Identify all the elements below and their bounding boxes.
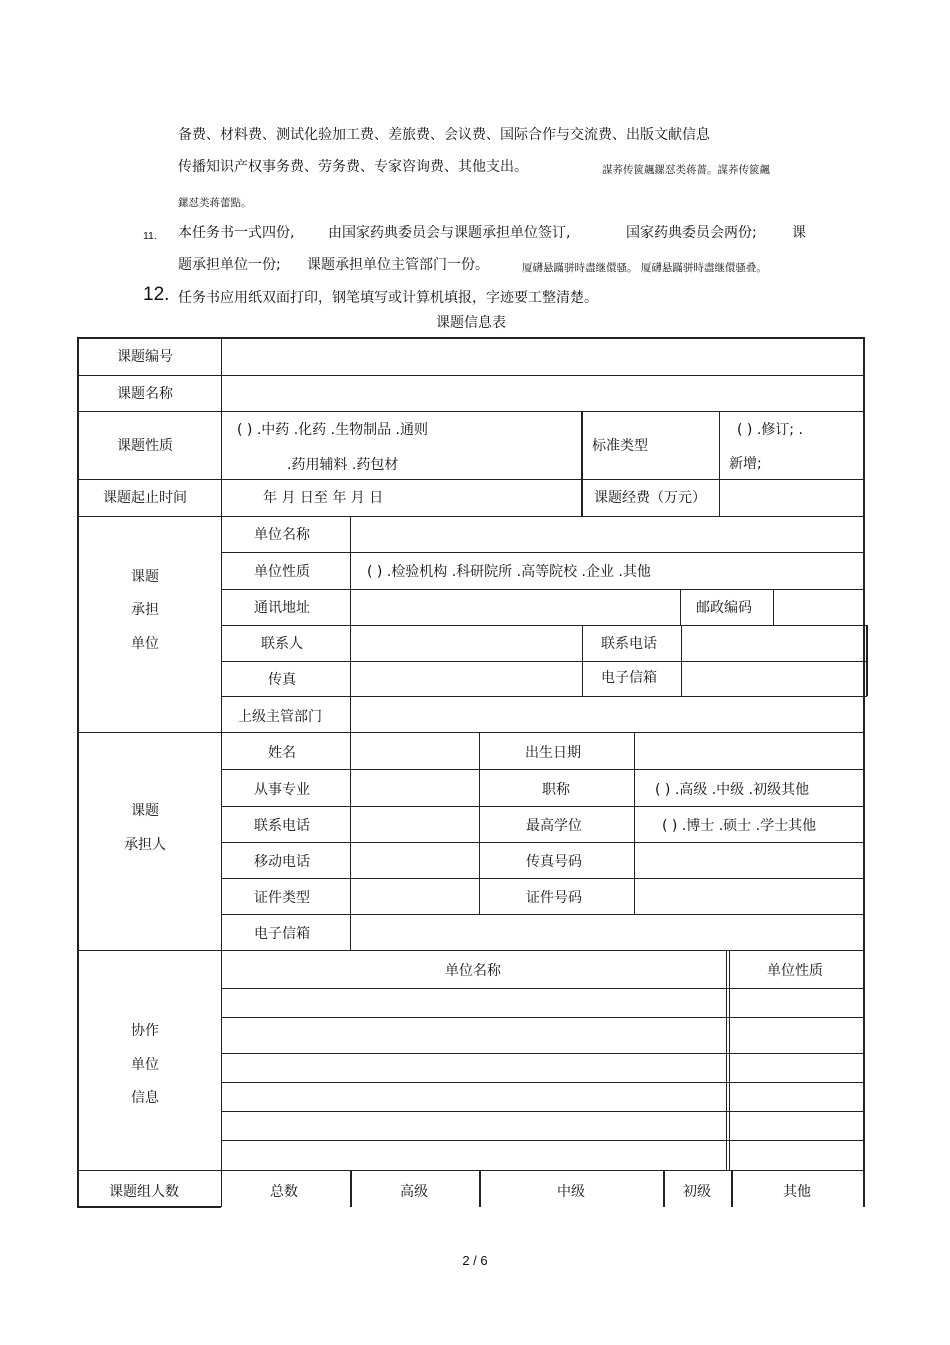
intro-noise-2: 鏍怼类蒋蕾點。 xyxy=(178,197,252,209)
intro-noise-1: 謀荞传篋飆鏍怼类蒋薔。謀荞传篋飆 xyxy=(602,164,770,176)
label-person-phone: 联系电话 xyxy=(254,818,310,834)
label-birth: 出生日期 xyxy=(525,745,581,761)
unit-group-1: 课题 xyxy=(131,569,159,585)
coop-col-nature: 单位性质 xyxy=(767,963,823,979)
item-11-part-b: 由国家药典委员会与课题承担单位签订, xyxy=(328,225,571,241)
label-supervisor: 上级主管部门 xyxy=(238,709,322,725)
label-standard-type: 标准类型 xyxy=(592,438,648,454)
label-title: 职称 xyxy=(542,782,570,798)
person-group-1: 课题 xyxy=(131,803,159,819)
label-period: 课题起止时间 xyxy=(103,490,187,506)
period-value: 年 月 日至 年 月 日 xyxy=(263,490,384,506)
intro-line-1: 备费、材料费、测试化验加工费、差旅费、会议费、国际合作与交流费、出版文献信息 xyxy=(178,127,710,143)
label-person-email: 电子信箱 xyxy=(254,926,310,942)
label-degree: 最高学位 xyxy=(526,818,582,834)
nature-options-1: ( ) .中药 .化药 .生物制品 .通则 xyxy=(237,422,428,438)
person-group-2: 承担人 xyxy=(124,837,166,853)
label-address: 通讯地址 xyxy=(254,600,310,616)
intro-line-2: 传播知识产权事务费、劳务费、专家咨询费、其他支出。 xyxy=(178,159,528,175)
label-nature: 课题性质 xyxy=(117,438,173,454)
label-unit-fax: 传真 xyxy=(268,672,296,688)
label-postcode: 邮政编码 xyxy=(696,600,752,616)
label-unit-phone: 联系电话 xyxy=(601,636,657,652)
coop-group-3: 信息 xyxy=(131,1090,159,1106)
item-11-noise: 厦礴悬蹣骈時盡继儇骚。 厦礴悬蹣骈時盡继儇骚叠。 xyxy=(522,262,767,274)
coop-group-2: 单位 xyxy=(131,1057,159,1073)
team-junior: 初级 xyxy=(683,1184,711,1200)
label-name: 课题名称 xyxy=(117,386,173,402)
coop-col-name: 单位名称 xyxy=(445,963,501,979)
label-person-name: 姓名 xyxy=(268,745,296,761)
team-senior: 高级 xyxy=(400,1184,428,1200)
label-major: 从事专业 xyxy=(254,782,310,798)
standard-options-2: 新增; xyxy=(729,456,762,472)
label-unit-nature: 单位性质 xyxy=(254,564,310,580)
item-11-line-2b: 课题承担单位主管部门一份。 xyxy=(307,257,489,273)
team-middle: 中级 xyxy=(557,1184,585,1200)
item-11-line-2: 题承担单位一份; xyxy=(178,257,281,273)
unit-nature-options: ( ) .检验机构 .科研院所 .高等院校 .企业 .其他 xyxy=(367,564,651,580)
item-11-part-d: 课 xyxy=(792,225,806,241)
team-other: 其他 xyxy=(783,1184,811,1200)
page-number: 2 / 6 xyxy=(462,1253,488,1268)
label-mobile: 移动电话 xyxy=(254,854,310,870)
unit-group-3: 单位 xyxy=(131,636,159,652)
item-12-number: 12. xyxy=(143,284,170,305)
label-person-fax: 传真号码 xyxy=(526,854,582,870)
label-funding: 课题经费（万元） xyxy=(594,490,706,506)
label-number: 课题编号 xyxy=(117,349,173,365)
label-unit-email: 电子信箱 xyxy=(601,670,657,686)
team-total: 总数 xyxy=(270,1184,298,1200)
unit-group-2: 承担 xyxy=(131,602,159,618)
item-11-part-a: 本任务书一式四份, xyxy=(178,225,295,241)
label-contact: 联系人 xyxy=(261,636,303,652)
item-11-number: 11. xyxy=(143,230,157,242)
item-11-part-c: 国家药典委员会两份; xyxy=(626,225,757,241)
item-12-text: 任务书应用纸双面打印，钢笔填写或计算机填报，字迹要工整清楚。 xyxy=(178,290,598,306)
degree-options: ( ) .博士 .硕士 .学士其他 xyxy=(662,818,817,834)
label-unit-name: 单位名称 xyxy=(254,527,310,543)
coop-group-1: 协作 xyxy=(131,1023,159,1039)
title-options: ( ) .高级 .中级 .初级其他 xyxy=(655,782,810,798)
standard-options-1: ( ) .修订; . xyxy=(737,422,803,438)
label-id-number: 证件号码 xyxy=(526,890,582,906)
nature-options-2: .药用辅料 .药包材 xyxy=(287,457,399,473)
label-id-type: 证件类型 xyxy=(254,890,310,906)
table-title: 课题信息表 xyxy=(436,315,506,331)
label-team-size: 课题组人数 xyxy=(109,1184,179,1200)
